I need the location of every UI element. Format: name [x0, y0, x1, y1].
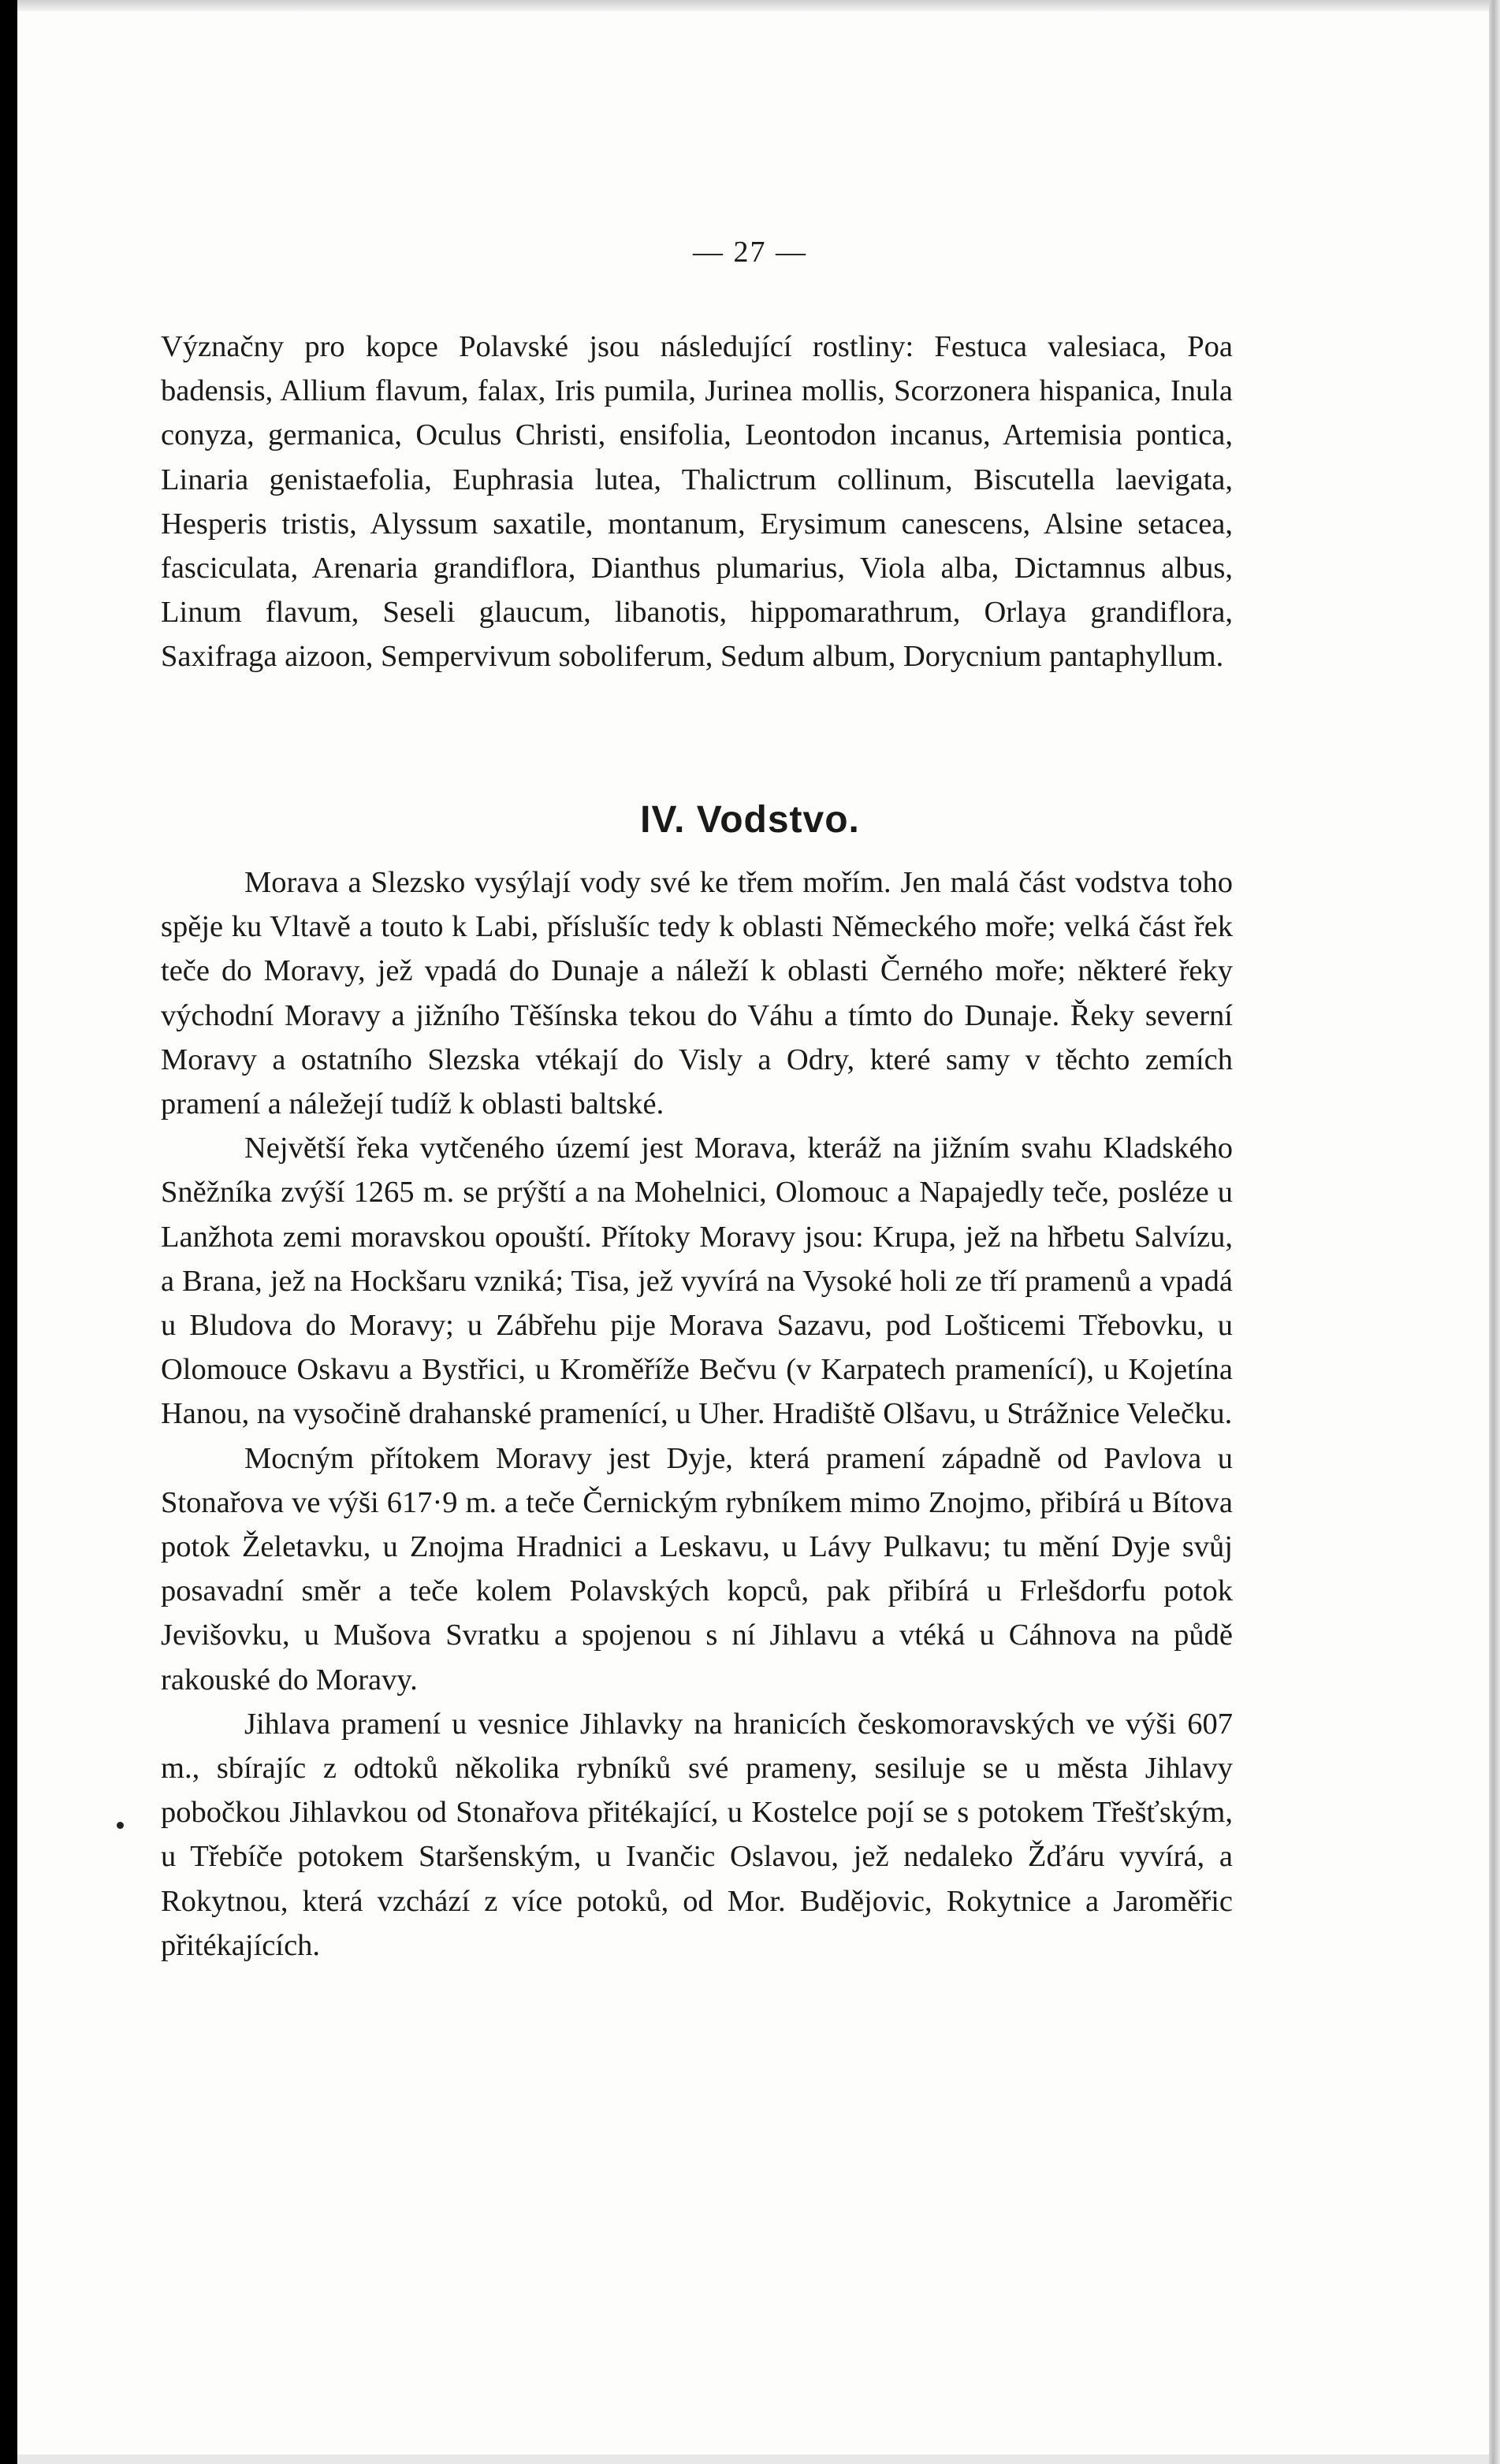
margin-dot-mark [117, 1822, 124, 1829]
paragraph-morava: Největší řeka vytčeného území jest Morava, kteráž na jižním svahu Kladského Sněžníka zvýší 1265 m. se prýští a na Mohelnici, Olomouc a Napajedly teče, posléze u Lanžhota zemi moravskou opouští. Přítoky Moravy jsou: Krupa, jež na hřbetu Salvízu, a Brana, jež na Hockšaru vzniká; Tisa, jež vyvírá na Vysoké holi ze tří pramenů a vpadá u Bludova do Moravy; u Zábřehu pije Morava Sazavu, pod Lošticemi Třebovku, u Olomouce Oskavu a Bystřici, u Kroměříže Bečvu (v Karpatech pramenící), u Kojetína Hanou, na vysočině drahanské pramenící, u Uher. Hradiště Olšavu, u Strážnice Velečku. [161, 1132, 1233, 1431]
scan-edge-left [0, 0, 17, 2464]
scan-edge-right [1489, 0, 1500, 2464]
scan-edge-top [17, 0, 1489, 11]
intro-text-block [161, 325, 1233, 679]
scan-edge-bottom [17, 2455, 1489, 2464]
paragraph-jihlava: Jihlava pramení u vesnice Jihlavky na hranicích českomoravských ve výši 607 m., sbírajíc z odtoků několika rybníků své prameny, sesiluje se u města Jihlavy pobočkou Jihlavkou od Stonařova přitékající, u Kostelce pojí se s potokem Třešťským, u Třebíče potokem Staršenským, u Ivančic Oslavou, jež nedaleko Žďáru vyvírá, a Rokytnou, která vzchází z více potoků, od Mor. Budějovic, Rokytnice a Jaroměřic přitékajících. [161, 1707, 1233, 1962]
section-body [161, 860, 1233, 1968]
intro-paragraph: Význačny pro kopce Polavské jsou následující rostliny: Festuca valesiaca, Poa badensis, Allium flavum, falax, Iris pumila, Jurinea mollis, Scorzonera hispanica, Inula conyza, germanica, Oculus Christi, ensifolia, Leontodon incanus, Artemisia pontica, Linaria genistaefolia, Euphrasia lutea, Thalictrum collinum, Biscutella laevigata, Hesperis tristis, Alyssum saxatile, montanum, Erysimum canescens, Alsine setacea, fasciculata, Arenaria grandiflora, Dianthus plumarius, Viola alba, Dictamnus albus, Linum flavum, Seseli glaucum, libanotis, hippomarathrum, Orlaya grandiflora, Saxifraga aizoon, Sempervivum soboliferum, Sedum album, Dorycnium pantaphyllum. [161, 330, 1233, 674]
paragraph-dyje: Mocným přítokem Moravy jest Dyje, která pramení západně od Pavlova u Stonařova ve výši 617·9 m. a teče Černickým rybníkem mimo Znojmo, přibírá u Bítova potok Želetavku, u Znojma Hradnici a Leskavu, u Lávy Pulkavu; tu mění Dyje svůj posavadní směr a teče kolem Polavských kopců, pak přibírá u Frlešdorfu potok Jevišovku, u Mušova Svratku a spojenou s ní Jihlavu a vtéká u Cáhnova na půdě rakouské do Moravy. [161, 1441, 1233, 1697]
section-heading: IV. Vodstvo. [640, 799, 860, 841]
page-number: — 27 — [693, 236, 807, 269]
paragraph-watersheds: Morava a Slezsko vysýlají vody své ke třem mořím. Jen malá část vodstva toho spěje ku Vltavě a touto k Labi, příslušíc tedy k oblasti Německého moře; velká část řek teče do Moravy, jež vpadá do Dunaje a náleží k oblasti Černého moře; některé řeky východní Moravy a jižního Těšínska tekou do Váhu a tímto do Dunaje. Řeky severní Moravy a ostatního Slezska vtékají do Visly a Odry, které samy v těchto zemích pramení a náležejí tudíž k oblasti baltské. [161, 866, 1233, 1121]
